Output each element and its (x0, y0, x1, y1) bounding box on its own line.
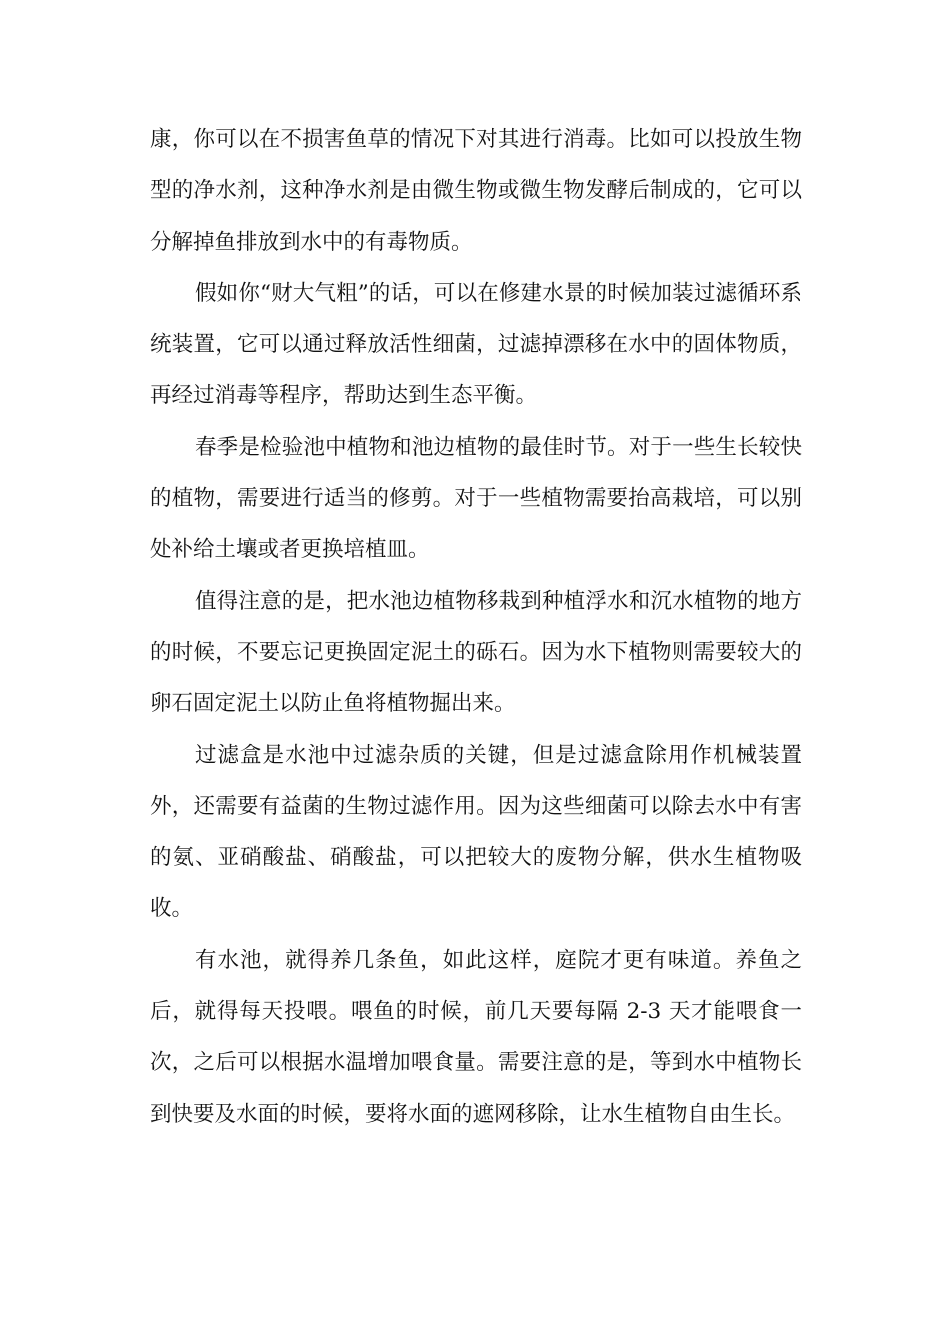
paragraph-2: 假如你“财大气粗”的话，可以在修建水景的时候加装过滤循环系统装置，它可以通过释放活性细菌，过滤掉漂移在水中的固体物质，再经过消毒等程序，帮助达到生态平衡。 (150, 280, 802, 409)
document-body (150, 114, 802, 1140)
paragraph-4: 值得注意的是，把水池边植物移栽到种植浮水和沉水植物的地方的时候，不要忘记更换固定泥土的砾石。因为水下植物则需要较大的卵石固定泥土以防止鱼将植物掘出来。 (150, 588, 802, 717)
paragraph-6: 有水池，就得养几条鱼，如此这样，庭院才更有味道。养鱼之后，就得每天投喂。喂鱼的时候，前几天要每隔 2-3 天才能喂食一次，之后可以根据水温增加喂食量。需要注意的是，等到水中植物长到快要及水面的时候，要将水面的遮网移除，让水生植物自由生长。 (150, 947, 802, 1127)
paragraph-5: 过滤盒是水池中过滤杂质的关键，但是过滤盒除用作机械装置外，还需要有益菌的生物过滤作用。因为这些细菌可以除去水中有害的氨、亚硝酸盐、硝酸盐，可以把较大的废物分解，供水生植物吸收。 (150, 742, 802, 922)
paragraph-1: 康，你可以在不损害鱼草的情况下对其进行消毒。比如可以投放生物型的净水剂，这种净水剂是由微生物或微生物发酵后制成的，它可以分解掉鱼排放到水中的有毒物质。 (150, 127, 802, 255)
paragraph-3: 春季是检验池中植物和池边植物的最佳时节。对于一些生长较快的植物，需要进行适当的修剪。对于一些植物需要抬高栽培，可以别处补给土壤或者更换培植皿。 (150, 434, 802, 563)
